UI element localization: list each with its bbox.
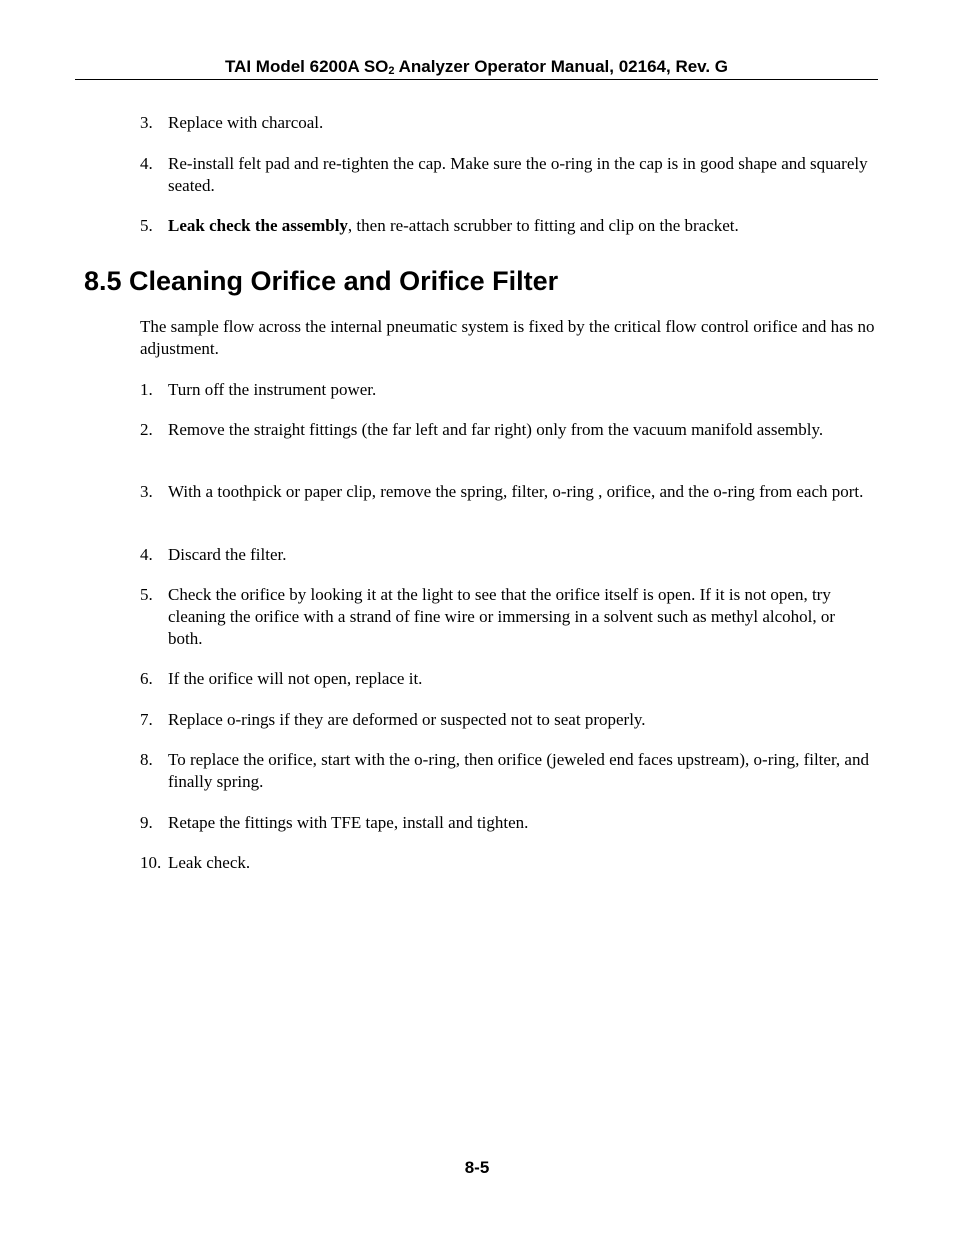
header-title-prefix: TAI Model 6200A SO xyxy=(224,57,389,76)
header-title-subscript: 2 xyxy=(388,65,395,77)
list-item-number: 5. xyxy=(140,216,153,235)
step-number: 6. xyxy=(140,669,153,688)
list-item-text: Re-install felt pad and re-tighten the cap. Make sure the o-ring in the cap is in good shape and squarely seated. xyxy=(168,154,868,195)
step-item xyxy=(140,709,870,731)
step-text: Turn off the instrument power. xyxy=(168,380,377,399)
step-number: 7. xyxy=(140,710,153,729)
list-item xyxy=(140,215,870,237)
page-header xyxy=(75,56,878,78)
step-item xyxy=(140,749,870,793)
step-text: Retape the fittings with TFE tape, install and tighten. xyxy=(168,813,529,832)
step-number: 10. xyxy=(140,853,162,872)
step-number: 2. xyxy=(140,420,153,439)
header-rule xyxy=(75,79,878,80)
section-title: 8.5 Cleaning Orifice and Orifice Filter xyxy=(84,266,559,296)
step-item xyxy=(140,481,870,503)
section-intro: The sample flow across the internal pneumatic system is fixed by the critical flow control orifice and has no adjustment. xyxy=(140,317,875,358)
step-item xyxy=(140,584,870,650)
step-text: Replace o-rings if they are deformed or suspected not to seat properly. xyxy=(168,710,646,729)
list-item-number: 3. xyxy=(140,113,153,132)
step-text: Check the orifice by looking it at the light to see that the orifice itself is open. If it is not open, try cleaning the orifice with a strand of fine wire or immersing in a solvent such as methyl alcohol, or both. xyxy=(168,585,836,648)
list-item xyxy=(140,112,870,134)
step-text: If the orifice will not open, replace it. xyxy=(168,669,423,688)
step-number: 9. xyxy=(140,813,153,832)
step-text: Remove the straight fittings (the far left and far right) only from the vacuum manifold assembly. xyxy=(168,420,824,439)
list-item-text-wrapper xyxy=(168,215,870,237)
page-number: 8-5 xyxy=(464,1158,490,1177)
step-number: 5. xyxy=(140,585,153,604)
step-item xyxy=(140,379,870,401)
list-item xyxy=(140,153,870,197)
step-text: With a toothpick or paper clip, remove the spring, filter, o-ring , orifice, and the o-ring from each port. xyxy=(168,482,864,501)
list-item-number: 4. xyxy=(140,154,153,173)
step-text: Discard the filter. xyxy=(168,545,287,564)
step-item xyxy=(140,852,870,874)
step-item xyxy=(140,812,870,834)
step-text: To replace the orifice, start with the o-ring, then orifice (jeweled end faces upstream), o-ring, filter, and finally spring. xyxy=(168,750,869,791)
step-item xyxy=(140,668,870,690)
list-item-text: Replace with charcoal. xyxy=(168,113,324,132)
step-text: Leak check. xyxy=(168,853,251,872)
step-item xyxy=(140,419,870,441)
step-item xyxy=(140,544,870,566)
list-item-text: , then re-attach scrubber to fitting and clip on the bracket. xyxy=(347,216,739,235)
step-number: 8. xyxy=(140,750,153,769)
step-number: 3. xyxy=(140,482,153,501)
list-item-bold-text: Leak check the assembly xyxy=(168,216,348,235)
header-title-suffix: Analyzer Operator Manual, 02164, Rev. G xyxy=(394,57,729,76)
step-number: 4. xyxy=(140,545,153,564)
step-number: 1. xyxy=(140,380,153,399)
